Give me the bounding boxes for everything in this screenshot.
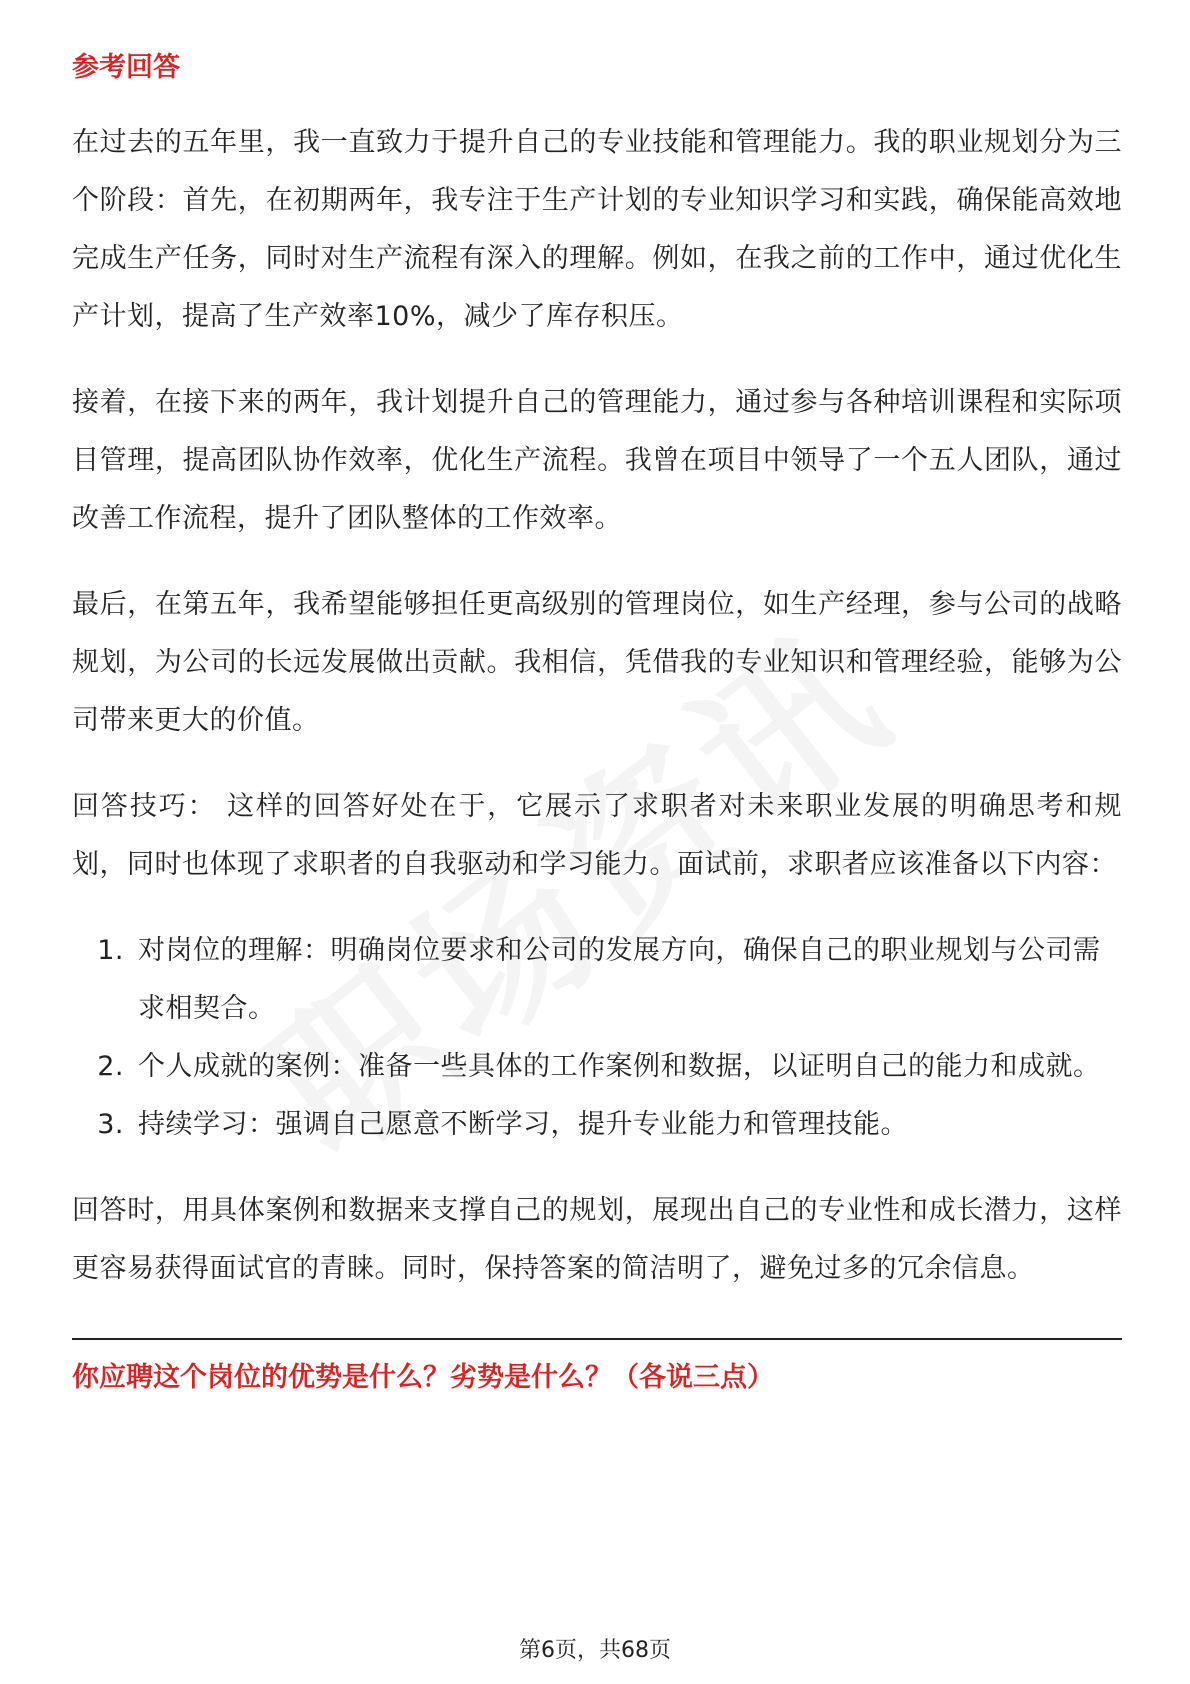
closing-paragraph: 回答时，用具体案例和数据来支撑自己的规划，展现出自己的专业性和成长潜力，这样更容易获得面试官的青睐。同时，保持答案的简洁明了，避免过多的冗余信息。 <box>72 1195 1122 1284</box>
list-item <box>72 922 1122 1038</box>
list-item <box>72 1096 1122 1154</box>
list-item-number: 2. <box>97 1051 124 1082</box>
page-number: 第6页，共68页 <box>519 1638 671 1663</box>
list-item-text: 对岗位的理解：明确岗位要求和公司的发展方向，确保自己的职业规划与公司需求相契合。 <box>138 935 1101 1024</box>
answer-paragraph-2: 接着，在接下来的两年，我计划提升自己的管理能力，通过参与各种培训课程和实际项目管理，提高团队协作效率，优化生产流程。我曾在项目中领导了一个五人团队，通过改善工作流程，提升了团队整体的工作效率。 <box>72 387 1122 534</box>
answer-paragraph-1: 在过去的五年里，我一直致力于提升自己的专业技能和管理能力。我的职业规划分为三个阶段：首先，在初期两年，我专注于生产计划的专业知识学习和实践，确保能高效地完成生产任务，同时对生产流程有深入的理解。例如，在我之前的工作中，通过优化生产计划，提高了生产效率10%，减少了库存积压。 <box>72 127 1122 332</box>
section-heading: 参考回答 <box>72 52 180 83</box>
tips-list <box>72 922 1122 1154</box>
answer-paragraph-3: 最后，在第五年，我希望能够担任更高级别的管理岗位，如生产经理，参与公司的战略规划，为公司的长远发展做出贡献。我相信，凭借我的专业知识和管理经验，能够为公司带来更大的价值。 <box>72 589 1122 736</box>
list-item-text: 个人成就的案例：准备一些具体的工作案例和数据，以证明自己的能力和成就。 <box>138 1051 1101 1082</box>
list-item-number: 3. <box>97 1109 124 1140</box>
list-item-text: 持续学习：强调自己愿意不断学习，提升专业能力和管理技能。 <box>138 1109 908 1140</box>
tips-intro-paragraph: 回答技巧： 这样的回答好处在于，它展示了求职者对未来职业发展的明确思考和规划，同时也体现了求职者的自我驱动和学习能力。面试前，求职者应该准备以下内容： <box>72 791 1122 880</box>
list-item <box>72 1038 1122 1096</box>
list-item-number: 1. <box>97 935 124 966</box>
document-page <box>72 48 1122 1398</box>
next-question-heading: 你应聘这个岗位的优势是什么？劣势是什么？（各说三点） <box>72 1362 774 1393</box>
